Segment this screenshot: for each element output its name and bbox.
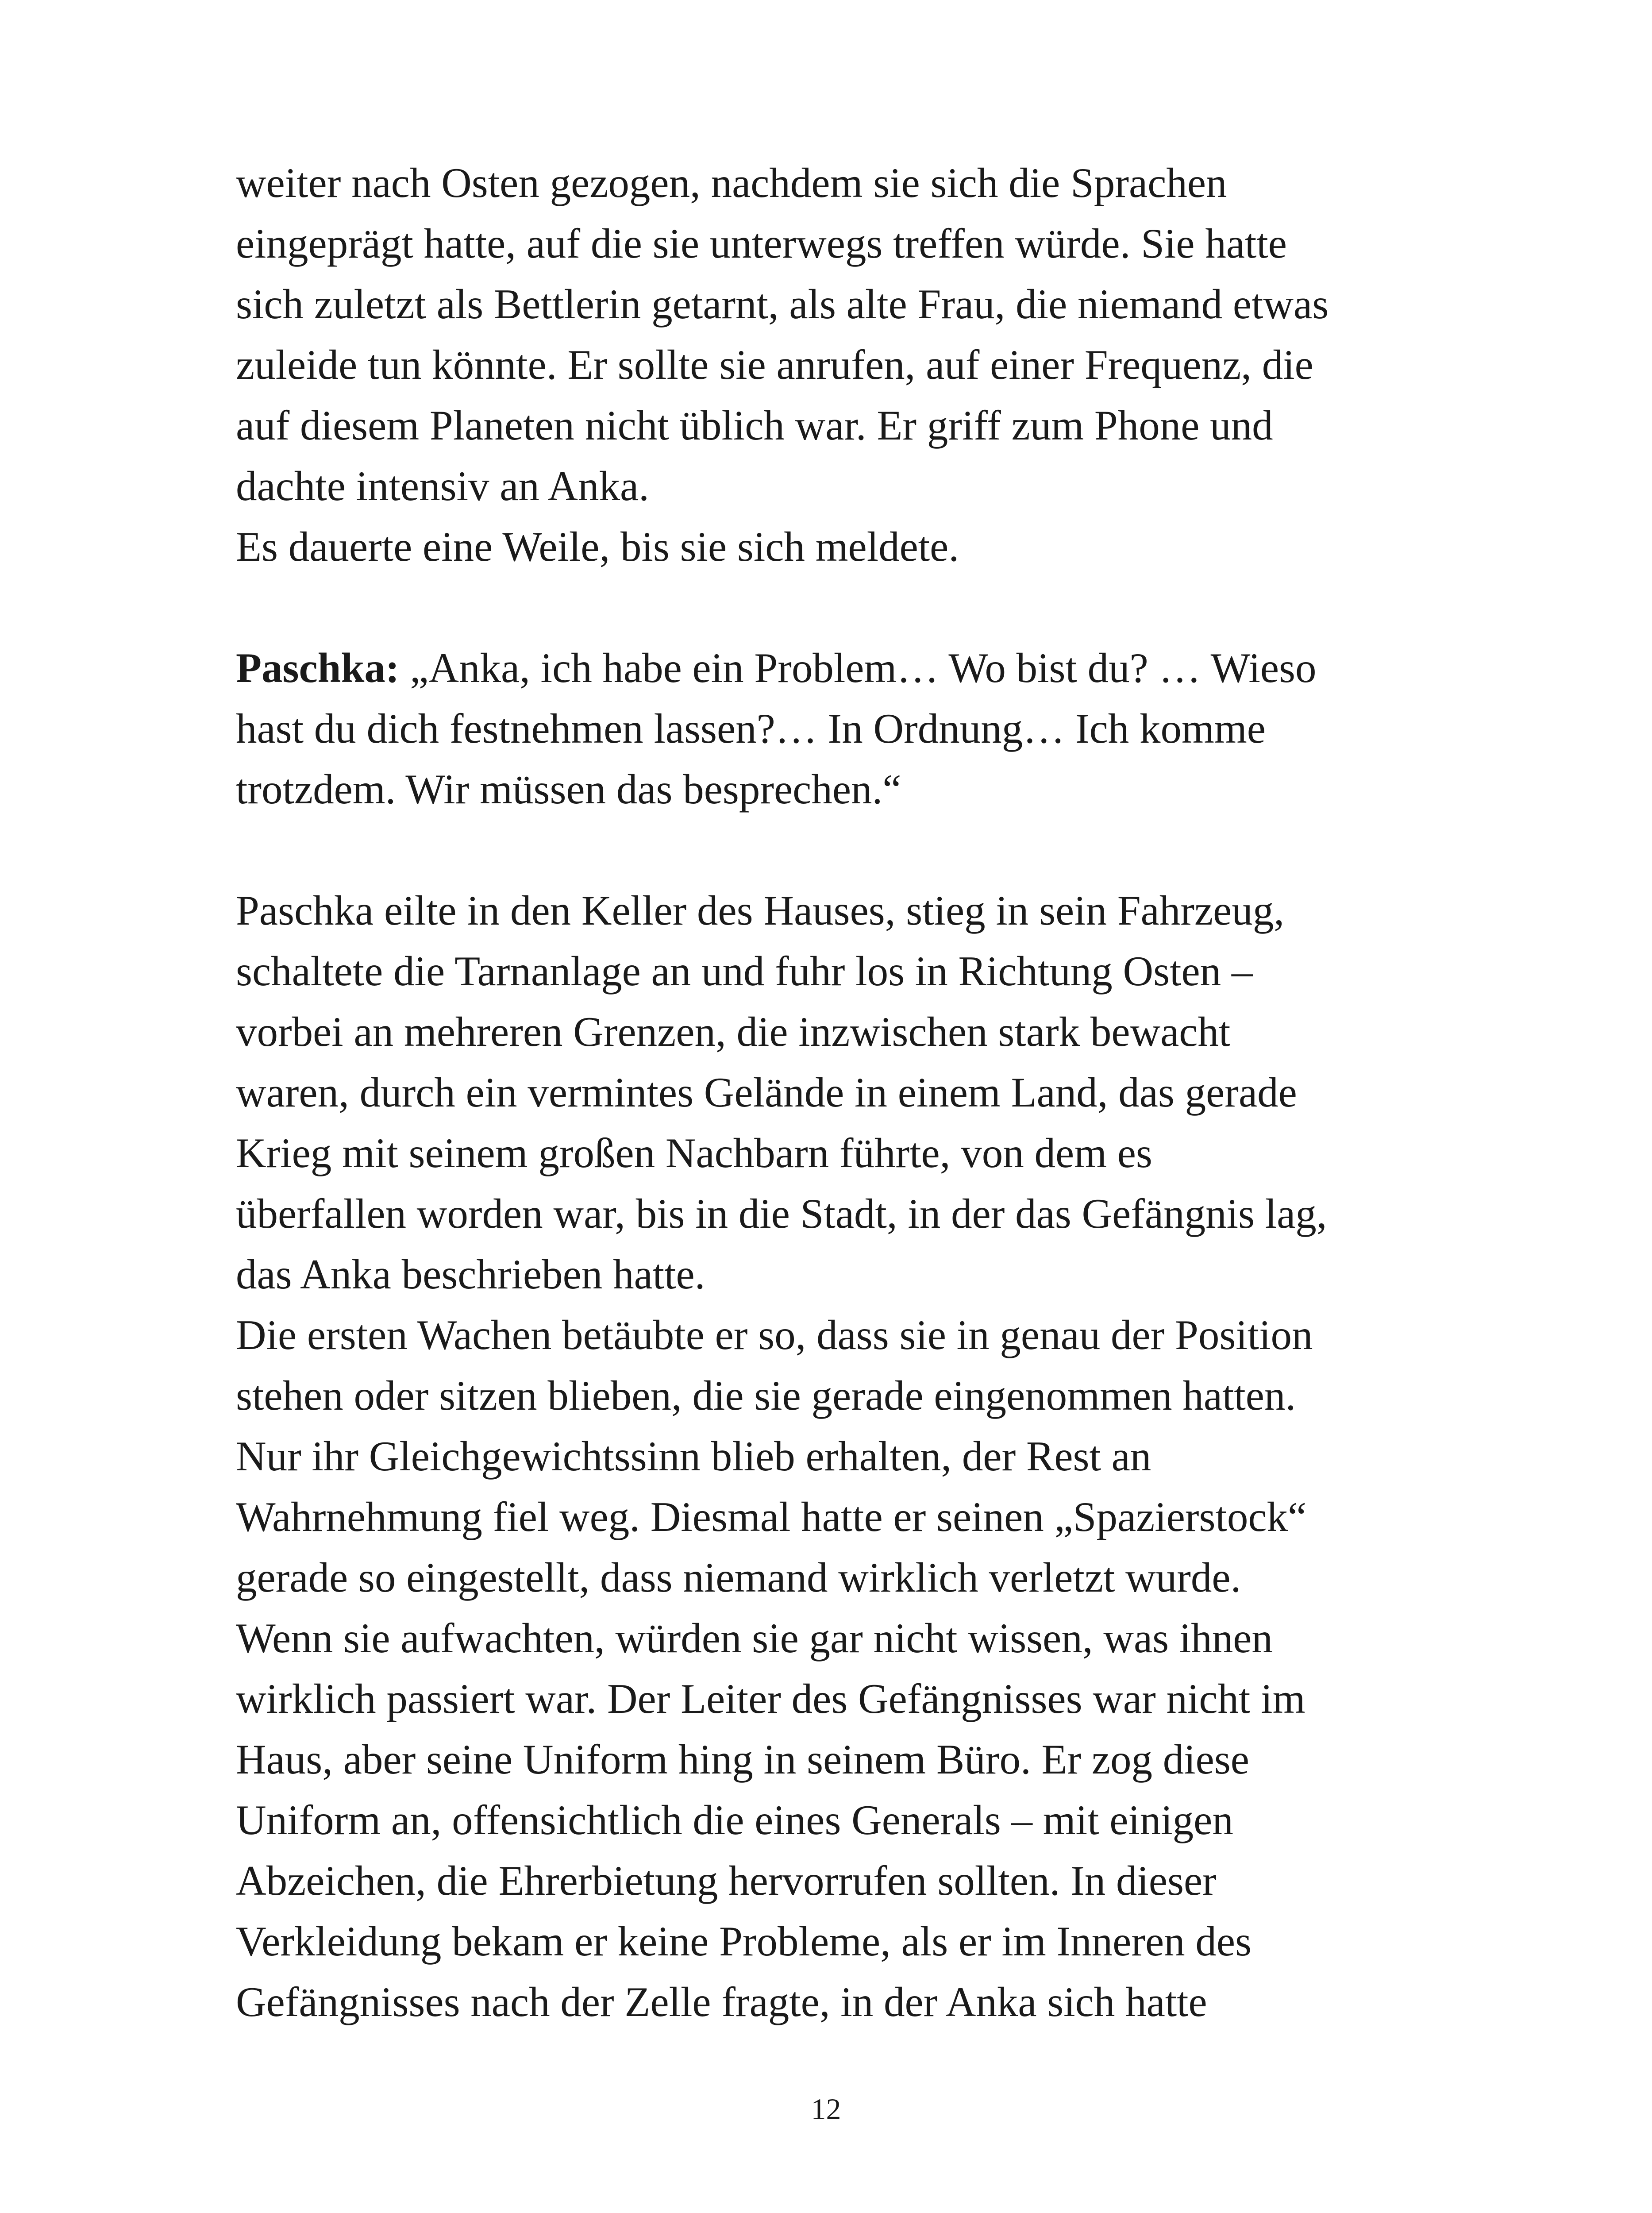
- text-line: überfallen worden war, bis in die Stadt, in der das Gefängnis lag,: [236, 1190, 1327, 1237]
- body-text: [236, 153, 1466, 2032]
- text-line: wirklich passiert war. Der Leiter des Gefängnisses war nicht im: [236, 1675, 1305, 1722]
- text-line: auf diesem Planeten nicht üblich war. Er griff zum Phone und: [236, 402, 1273, 449]
- text-line: Es dauerte eine Weile, bis sie sich meldete.: [236, 523, 959, 570]
- blank-line: [236, 820, 1466, 880]
- text-line: gerade so eingestellt, dass niemand wirklich verletzt wurde.: [236, 1554, 1241, 1601]
- paragraph-3: [236, 880, 1466, 1305]
- paragraph-4: [236, 1305, 1466, 2032]
- text-line: das Anka beschrieben hatte.: [236, 1251, 705, 1298]
- dialogue-paragraph: [236, 638, 1466, 820]
- text-line: Haus, aber seine Uniform hing in seinem Büro. Er zog diese: [236, 1736, 1249, 1783]
- text-line: dachte intensiv an Anka.: [236, 463, 649, 509]
- text-line: Wahrnehmung fiel weg. Diesmal hatte er seinen „Spazierstock“: [236, 1493, 1307, 1540]
- paragraph-1: [236, 153, 1466, 517]
- text-line: eingeprägt hatte, auf die sie unterwegs treffen würde. Sie hatte: [236, 220, 1287, 267]
- blank-line: [236, 577, 1466, 638]
- text-line: Uniform an, offensichtlich die eines Generals – mit einigen: [236, 1797, 1233, 1843]
- text-line: vorbei an mehreren Grenzen, die inzwischen stark bewacht: [236, 1008, 1231, 1055]
- text-line: Paschka eilte in den Keller des Hauses, stieg in sein Fahrzeug,: [236, 887, 1285, 934]
- text-line: hast du dich festnehmen lassen?… In Ordnung… Ich komme: [236, 705, 1266, 752]
- text-line: Gefängnisses nach der Zelle fragte, in der Anka sich hatte: [236, 1978, 1207, 2025]
- text-line: weiter nach Osten gezogen, nachdem sie sich die Sprachen: [236, 159, 1227, 206]
- text-line: stehen oder sitzen blieben, die sie gerade eingenommen hatten.: [236, 1372, 1296, 1419]
- text-line: Nur ihr Gleichgewichtssinn blieb erhalten, der Rest an: [236, 1433, 1151, 1480]
- text-line: Krieg mit seinem großen Nachbarn führte, von dem es: [236, 1130, 1152, 1176]
- text-line: Die ersten Wachen betäubte er so, dass sie in genau der Position: [236, 1311, 1313, 1358]
- paragraph-2: [236, 517, 1466, 577]
- text-line: Abzeichen, die Ehrerbietung hervorrufen sollten. In dieser: [236, 1857, 1217, 1904]
- text-line: zuleide tun könnte. Er sollte sie anrufen, auf einer Frequenz, die: [236, 341, 1313, 388]
- text-line: trotzdem. Wir müssen das besprechen.“: [236, 766, 901, 813]
- speaker-name: Paschka:: [236, 644, 400, 691]
- text-line: sich zuletzt als Bettlerin getarnt, als alte Frau, die niemand etwas: [236, 281, 1329, 328]
- text-line: Wenn sie aufwachten, würden sie gar nicht wissen, was ihnen: [236, 1615, 1273, 1662]
- text-line: [236, 638, 1466, 698]
- text-line: Verkleidung bekam er keine Probleme, als er im Inneren des: [236, 1918, 1252, 1965]
- text-line: waren, durch ein vermintes Gelände in einem Land, das gerade: [236, 1069, 1297, 1116]
- text-line: schaltete die Tarnanlage an und fuhr los in Richtung Osten –: [236, 948, 1253, 995]
- dialogue-text: „Anka, ich habe ein Problem… Wo bist du? … Wieso: [399, 644, 1317, 691]
- page-number: 12: [811, 2092, 841, 2126]
